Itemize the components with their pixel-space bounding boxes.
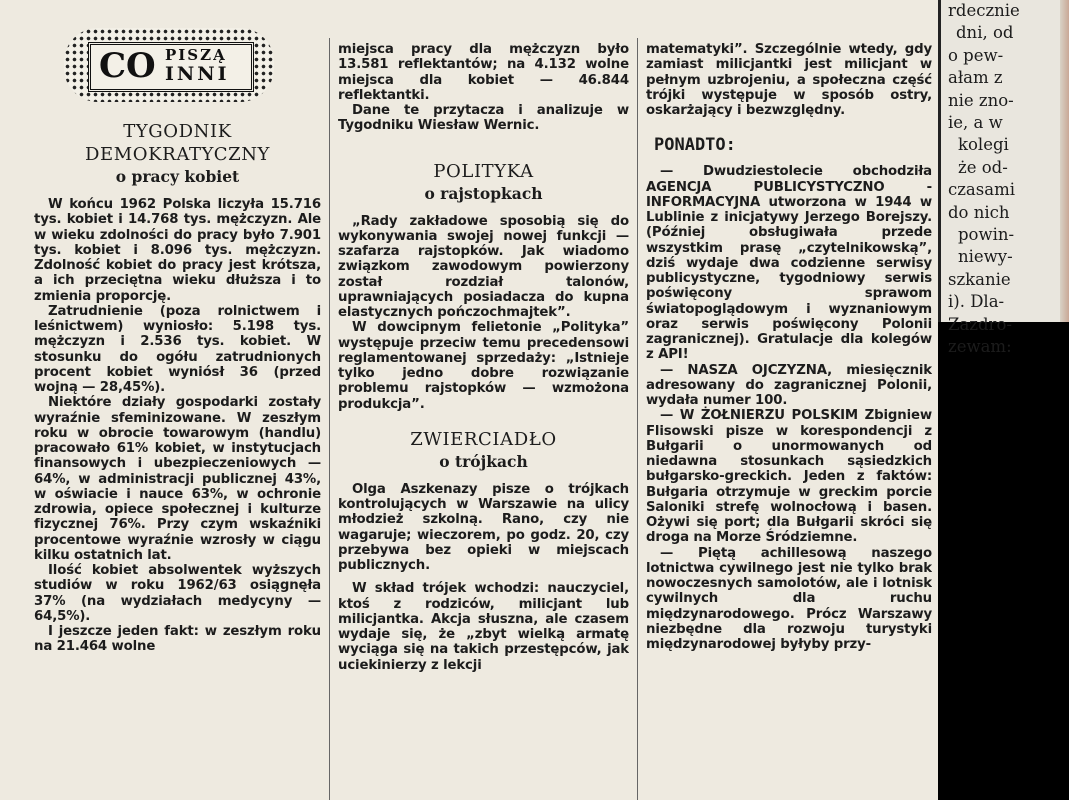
side-line: dni, od: [956, 23, 1014, 43]
article-paragraph: W skład trójek wchodzi: nauczyciel, ktoś z rodziców, milicjant lub milicjantka. Akcja słuszna, ale czasem wydaje się, że „zbyt wielką armatę wyciąga się na takich przestępców, jak uciekinierzy z lekcji: [338, 581, 629, 673]
article-paragraph: „Rady zakładowe sposobią się do wykonywania swojej nowej funkcji — szafarza rajstopków. Jak wiadomo związkom zawodowym powierzony został rozdział talonów, uprawniających posiadacza do kupna elastycznych pończochmajtek”.: [338, 213, 629, 320]
side-line: nie zno-: [948, 90, 1014, 110]
page-edge: [1060, 0, 1069, 322]
article-paragraph: W dowcipnym felietonie „Polityka” występuje przeciw temu precedensowi reglamentowanej sprzedaży: „Istnieje tylko jedno dobre rozwiązanie problemu rajstopków — wzmożona produkcja”.: [338, 320, 629, 412]
column-rule: [329, 38, 330, 800]
adjacent-page-paper: [938, 0, 1069, 357]
logo-box: [88, 42, 254, 92]
article-paragraph: Dane te przytacza i analizuje w Tygodniku Wiesław Wernic.: [338, 103, 629, 134]
side-line: ałam z: [948, 68, 1003, 88]
side-line: zewam:: [948, 337, 1012, 357]
side-line: czasami: [948, 180, 1015, 200]
article-paragraph: — W ŻOŁNIERZU POLSKIM Zbigniew Flisowski pisze w korespondencji z Bułgarii o unormowanych od niedawna stosunkach sąsiedzkich bułgarsko-greckich. Jeden z faktów: Bułgaria otrzymuje w greckim porcie Saloniki strefę wolnocłową i basen. Ożywi się port; dla Bułgarii skróci się droga na Morze Śródziemne.: [646, 408, 932, 546]
article-paragraph: Ilość kobiet absolwentek wyższych studiów w roku 1962/63 osiągnęła 37% (na wydziałach medycyny — 64,5%).: [34, 563, 321, 624]
column-rule: [637, 38, 638, 800]
side-line: i). Dla-: [948, 292, 1005, 312]
article-paragraph: — Piętą achillesową naszego lotnictwa cywilnego jest nie tylko brak nowoczesnych samolotów, ale i lotnisk cywilnych dla ruchu międzynarodowego. Prócz Warszawy niezbędne dla rozwoju turystyki międzynarodowej byłyby przy-: [646, 545, 932, 652]
adjacent-page-fragment: [938, 0, 1069, 800]
side-line: że od-: [958, 157, 1008, 177]
side-line: do nich: [948, 202, 1010, 222]
article-paragraph: I jeszcze jeden fakt: w zeszłym roku na 21.464 wolne: [34, 624, 321, 655]
article-paragraph: Olga Aszkenazy pisze o trójkach kontrolujących w Warszawie na ulicy młodzież szkolną. Rano, czy nie wagaruje; wieczorem, po godz. 20, czy przebywa bez opieki w miejscach publicznych.: [338, 481, 629, 573]
column-2: [338, 0, 629, 800]
side-line: powin-: [958, 225, 1015, 245]
side-line: ie, a w: [948, 113, 1003, 133]
side-line: Zazdro-: [948, 314, 1012, 334]
logo-pisza: PISZĄ: [165, 46, 227, 64]
article-paragraph: — NASZA OJCZYZNA, miesięcznik adresowany do zagranicznej Polonii, wydała numer 100.: [646, 362, 932, 408]
article-paragraph: Niektóre działy gospodarki zostały wyraźnie sfeminizowane. W zeszłym roku w obrocie towarowym (handlu) pracowało 61% kobiet, w instytucjach finansowych i ubezpieczeniowych — 64%, w administracji publicznej 43%, w oświacie i nauce 63%, w ochronie zdrowia, opiece społecznej i kulturze fizycznej 76%. Przy czym wskaźniki procentowe wyraźnie wzrosły w ciągu kilku ostatnich lat.: [34, 395, 321, 563]
tygodnik-demokratyczny-title: TYGODNIK DEMOKRATYCZNY: [84, 121, 271, 165]
article-paragraph: — Dwudziestolecie obchodziła AGENCJA PUBLICYSTYCZNO - INFORMACYJNA utworzona w 1944 w Lublinie z inicjatywy Jerzego Borejszy. (Później obsługiwała przede wszystkim prasę „czytelnikowską”, dziś wydaje dwa codzienne serwisy publicystyczne, tygodniowy serwis poświęcony sprawom światopoglądowym i wyznaniowym oraz serwis poświęcony Polonii zagranicznej). Gratulacje dla kolegów z API!: [646, 164, 932, 363]
zwierciadlo-subtitle: o trójkach: [439, 451, 528, 471]
ponadto-title: PONADTO:: [654, 135, 736, 156]
zwierciadlo-title: ZWIERCIADŁO: [410, 428, 557, 450]
side-line: szkanie: [948, 269, 1011, 289]
side-line: o pew-: [948, 45, 1004, 65]
side-line: rdecznie: [948, 1, 1020, 20]
polityka-title: POLITYKA: [433, 160, 534, 182]
article-paragraph: miejsca pracy dla mężczyzn było 13.581 reflektantów; na 4.132 wolne miejsca dla kobiet — 46.844 reflektantki.: [338, 42, 629, 103]
page-gutter: [938, 0, 941, 322]
column-3: [646, 0, 932, 800]
co-pisza-inni-logo: [64, 28, 274, 102]
side-line: niewy-: [958, 247, 1013, 267]
tygodnik-subtitle: o pracy kobiet: [115, 167, 240, 186]
side-line: kolegi: [958, 135, 1009, 155]
adjacent-page-text: [948, 0, 1058, 359]
article-paragraph: matematyki”. Szczególnie wtedy, gdy zamiast milicjantki jest milicjant w pełnym uzbrojeniu, a społeczna część trójki występuje w sposób ostry, oskarżający i bezwzględny.: [646, 42, 932, 118]
article-paragraph: W końcu 1962 Polska liczyła 15.716 tys. kobiet i 14.768 tys. mężczyzn. Ale w wieku zdolności do pracy było 7.901 tys. kobiet i 8.096 tys. mężczyzn. Zdolność kobiet do pracy jest krótsza, a ich przeciętna wieku dłuższa i to zmienia proporcję.: [34, 197, 321, 304]
polityka-subtitle: o rajstopkach: [424, 183, 543, 203]
logo-co: CO: [99, 46, 156, 86]
article-paragraph: Zatrudnienie (poza rolnictwem i leśnictwem) wyniosło: 5.198 tys. mężczyzn i 2.536 tys. kobiet. W stosunku do ogółu zatrudnionych procent kobiet wyniósł 36 (przed wojną — 28,45%).: [34, 303, 321, 395]
column-1: [34, 0, 321, 800]
logo-inni: INNI: [165, 63, 230, 85]
